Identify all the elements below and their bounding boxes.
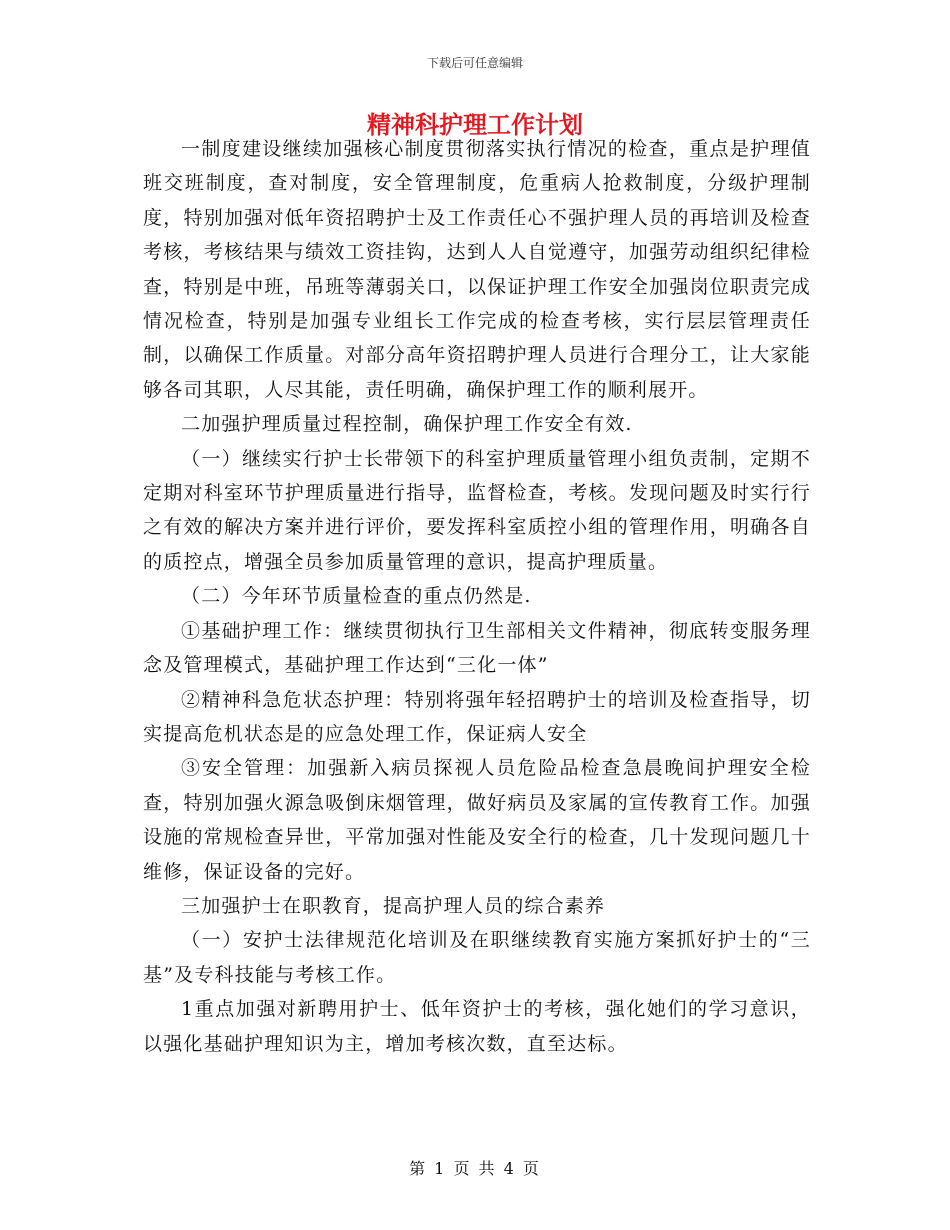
paragraph-1: 一制度建设继续加强核心制度贯彻落实执行情况的检查，重点是护理值班交班制度，查对制度，安全管理制度，危重病人抢救制度，分级护理制度，特别加强对低年资招聘护士及工作责任心不强护理人员的再培训及检查考核，考核结果与绩效工资挂钩，达到人人自觉遵守，加强劳动组织纪律检查，特别是中班，吊班等薄弱关口，以保证护理工作安全加强岗位职责完成情况检查，特别是加强专业组长工作完成的检查考核，实行层层管理责任制，以确保工作质量。对部分高年资招聘护理人员进行合理分工，让大家能够各司其职，人尽其能，责任明确，确保护理工作的顺利展开。 (143, 138, 811, 401)
page-header-note: 下载后可任意编辑 (426, 56, 523, 70)
paragraph-3: （一）继续实行护士长带领下的科室护理质量管理小组负责制，定期不定期对科室环节护理质量进行指导，监督检查，考核。发现问题及时实行行之有效的解决方案并进行评价，要发挥科室质控小组的管理作用，明确各自的质控点，增强全员参加质量管理的意识，提高护理质量。 (143, 447, 811, 573)
page-footer-number: 第 1 页 共 4 页 (409, 1159, 541, 1178)
paragraph-4: （二）今年环节质量检查的重点仍然是. (181, 585, 532, 608)
paragraph-5: ①基础护理工作：继续贯彻执行卫生部相关文件精神，彻底转变服务理念及管理模式，基础护理工作达到“三化一体” (143, 619, 811, 677)
document-body (143, 132, 811, 1061)
document-title: 精神科护理工作计划 (367, 111, 583, 139)
paragraph-2: 二加强护理质量过程控制，确保护理工作安全有效. (181, 413, 633, 436)
paragraph-10: 1重点加强对新聘用护士、低年资护士的考核，强化她们的学习意识，以强化基础护理知识为主，增加考核次数，直至达标。 (143, 998, 811, 1055)
paragraph-8: 三加强护士在职教育，提高护理人员的综合素养 (181, 894, 606, 917)
paragraph-9: （一）安护士法律规范化培训及在职继续教育实施方案抓好护士的“三基”及专科技能与考核工作。 (143, 929, 811, 986)
paragraph-6: ②精神科急危状态护理：特别将强年轻招聘护士的培训及检查指导，切实提高危机状态是的应急处理工作，保证病人安全 (143, 688, 811, 745)
paragraph-7: ③安全管理：加强新入病员探视人员危险品检查急晨晚间护理安全检查，特别加强火源急吸倒床烟管理，做好病员及家属的宣传教育工作。加强设施的常规检查异世，平常加强对性能及安全行的检查，几十发现问题几十维修，保证设备的完好。 (143, 757, 811, 883)
